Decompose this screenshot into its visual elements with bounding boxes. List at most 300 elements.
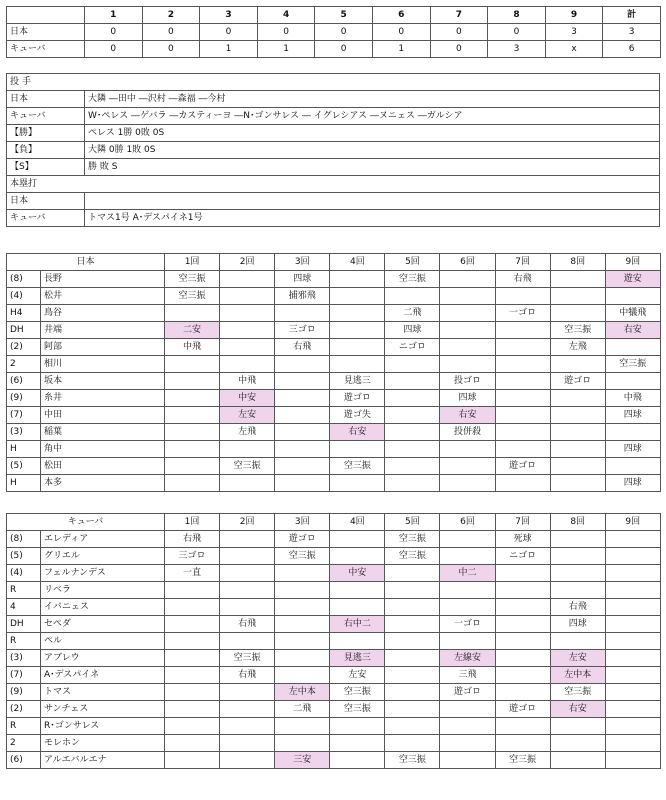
at-bat-result: 右飛 <box>220 616 275 633</box>
at-bat-result: 左安 <box>550 650 605 667</box>
inning-header: 4回 <box>330 254 385 271</box>
player-position: (5) <box>7 458 41 475</box>
linescore-inning-header: 2 <box>142 7 200 24</box>
summary-label: 【勝】 <box>7 125 85 142</box>
at-bat-result <box>275 616 330 633</box>
inning-header: 8回 <box>550 514 605 531</box>
at-bat-result <box>220 322 275 339</box>
at-bat-result: 中安 <box>330 565 385 582</box>
at-bat-result: 遊ゴロ <box>275 531 330 548</box>
at-bat-result <box>440 288 495 305</box>
at-bat-result: 四球 <box>605 475 660 492</box>
at-bat-result <box>330 752 385 769</box>
at-bat-result <box>385 390 440 407</box>
inning-header: 7回 <box>495 254 550 271</box>
linescore-corner <box>7 7 85 24</box>
at-bat-result <box>275 356 330 373</box>
at-bat-result: ニゴロ <box>495 548 550 565</box>
player-row <box>7 322 661 339</box>
at-bat-result: 中飛 <box>220 373 275 390</box>
at-bat-result <box>165 356 220 373</box>
player-name: 相川 <box>41 356 165 373</box>
player-name: 坂本 <box>41 373 165 390</box>
at-bat-result <box>385 599 440 616</box>
at-bat-result <box>165 441 220 458</box>
at-bat-result: 四球 <box>440 390 495 407</box>
at-bat-result: 空三振 <box>385 752 440 769</box>
at-bat-result <box>495 441 550 458</box>
at-bat-result: 空三振 <box>385 531 440 548</box>
player-name: エレディア <box>41 531 165 548</box>
at-bat-result <box>605 582 660 599</box>
player-position: H4 <box>7 305 41 322</box>
at-bat-result <box>550 735 605 752</box>
at-bat-result: 三飛 <box>440 667 495 684</box>
at-bat-result: 中犠飛 <box>605 305 660 322</box>
at-bat-result <box>220 582 275 599</box>
linescore-score: 1 <box>257 41 315 58</box>
player-name: サンチェス <box>41 701 165 718</box>
at-bat-result <box>605 373 660 390</box>
at-bat-result <box>495 633 550 650</box>
at-bat-result <box>275 390 330 407</box>
summary-row <box>7 159 660 176</box>
at-bat-result <box>440 599 495 616</box>
at-bat-result: 右安 <box>605 322 660 339</box>
japan-batting-table <box>6 253 661 492</box>
at-bat-result <box>440 322 495 339</box>
at-bat-result <box>275 633 330 650</box>
inning-header: 6回 <box>440 254 495 271</box>
at-bat-result <box>220 339 275 356</box>
player-row <box>7 735 661 752</box>
at-bat-result <box>165 373 220 390</box>
at-bat-result: 中安 <box>220 390 275 407</box>
player-name: イバニェス <box>41 599 165 616</box>
player-position: (4) <box>7 288 41 305</box>
player-name: 松田 <box>41 458 165 475</box>
at-bat-result: 左線安 <box>440 650 495 667</box>
at-bat-result: 遊ゴロ <box>550 373 605 390</box>
linescore-score: 0 <box>85 41 143 58</box>
player-position: R <box>7 633 41 650</box>
at-bat-result <box>605 599 660 616</box>
at-bat-result <box>440 582 495 599</box>
at-bat-result: 一ゴロ <box>440 616 495 633</box>
player-row <box>7 458 661 475</box>
player-name: トマス <box>41 684 165 701</box>
linescore-score: 1 <box>200 41 258 58</box>
player-row <box>7 582 661 599</box>
linescore-score: 3 <box>488 41 546 58</box>
linescore-score: 0 <box>142 41 200 58</box>
at-bat-result <box>220 684 275 701</box>
at-bat-result <box>385 718 440 735</box>
at-bat-result <box>385 373 440 390</box>
linescore-inning-header: 6 <box>372 7 430 24</box>
at-bat-result <box>495 356 550 373</box>
at-bat-result <box>275 424 330 441</box>
linescore-score: 0 <box>142 24 200 41</box>
at-bat-result <box>330 548 385 565</box>
at-bat-result: 空三振 <box>165 288 220 305</box>
at-bat-result <box>385 616 440 633</box>
player-row <box>7 752 661 769</box>
player-position: DH <box>7 322 41 339</box>
player-row <box>7 531 661 548</box>
player-name: 井端 <box>41 322 165 339</box>
at-bat-result <box>385 565 440 582</box>
linescore-score: 6 <box>603 41 661 58</box>
at-bat-result <box>495 667 550 684</box>
linescore-score: 0 <box>430 24 488 41</box>
at-bat-result <box>220 441 275 458</box>
player-name: 本多 <box>41 475 165 492</box>
at-bat-result: 二飛 <box>275 701 330 718</box>
at-bat-result <box>385 356 440 373</box>
at-bat-result <box>165 667 220 684</box>
at-bat-result <box>605 684 660 701</box>
player-position: 2 <box>7 356 41 373</box>
at-bat-result <box>550 271 605 288</box>
at-bat-result <box>385 407 440 424</box>
at-bat-result: 左安 <box>330 667 385 684</box>
player-row <box>7 356 661 373</box>
team-name: 日本 <box>7 254 165 271</box>
player-name: リベラ <box>41 582 165 599</box>
linescore-score: 3 <box>545 24 603 41</box>
at-bat-result <box>605 752 660 769</box>
inning-header: 4回 <box>330 514 385 531</box>
linescore-inning-header: 4 <box>257 7 315 24</box>
inning-header: 9回 <box>605 514 660 531</box>
at-bat-result <box>330 339 385 356</box>
at-bat-result <box>550 752 605 769</box>
at-bat-result: 空三振 <box>495 752 550 769</box>
at-bat-result <box>605 565 660 582</box>
at-bat-result <box>330 735 385 752</box>
player-position: (7) <box>7 667 41 684</box>
at-bat-result <box>220 633 275 650</box>
at-bat-result <box>220 701 275 718</box>
at-bat-result <box>220 718 275 735</box>
player-name: 阿部 <box>41 339 165 356</box>
at-bat-result <box>495 322 550 339</box>
at-bat-result <box>275 458 330 475</box>
at-bat-result <box>330 356 385 373</box>
linescore-inning-header: 3 <box>200 7 258 24</box>
at-bat-result <box>495 735 550 752</box>
at-bat-result: 空三振 <box>330 458 385 475</box>
inning-header: 2回 <box>220 514 275 531</box>
at-bat-result <box>440 441 495 458</box>
player-position: (9) <box>7 684 41 701</box>
at-bat-result: 二飛 <box>385 305 440 322</box>
at-bat-result <box>165 752 220 769</box>
at-bat-result <box>330 475 385 492</box>
at-bat-result: 空三振 <box>165 271 220 288</box>
at-bat-result <box>605 424 660 441</box>
inning-header: 9回 <box>605 254 660 271</box>
player-row <box>7 667 661 684</box>
at-bat-result: 右飛 <box>495 271 550 288</box>
player-name: A･デスパイネ <box>41 667 165 684</box>
at-bat-result <box>220 356 275 373</box>
at-bat-result: 遊ゴ失 <box>330 407 385 424</box>
at-bat-result <box>440 752 495 769</box>
player-position: H <box>7 475 41 492</box>
at-bat-result: 見逃三 <box>330 373 385 390</box>
at-bat-result <box>440 718 495 735</box>
linescore-score: x <box>545 41 603 58</box>
at-bat-result: 四球 <box>275 271 330 288</box>
at-bat-result: 遊安 <box>605 271 660 288</box>
at-bat-result: 右安 <box>550 701 605 718</box>
at-bat-result: 死球 <box>495 531 550 548</box>
inning-header: 3回 <box>275 514 330 531</box>
at-bat-result <box>550 458 605 475</box>
player-row <box>7 407 661 424</box>
at-bat-result <box>605 616 660 633</box>
at-bat-result <box>165 407 220 424</box>
at-bat-result <box>330 441 385 458</box>
player-row <box>7 288 661 305</box>
at-bat-result <box>550 356 605 373</box>
inning-header: 5回 <box>385 514 440 531</box>
at-bat-result <box>275 718 330 735</box>
linescore-team: 日本 <box>7 24 85 41</box>
linescore-inning-header: 5 <box>315 7 373 24</box>
inning-header: 1回 <box>165 514 220 531</box>
at-bat-result: 空三振 <box>220 650 275 667</box>
at-bat-result <box>440 458 495 475</box>
at-bat-result: 右中二 <box>330 616 385 633</box>
at-bat-result <box>275 407 330 424</box>
linescore-inning-header: 7 <box>430 7 488 24</box>
inning-header: 6回 <box>440 514 495 531</box>
at-bat-result <box>330 599 385 616</box>
at-bat-result: 空三振 <box>385 271 440 288</box>
player-row <box>7 424 661 441</box>
at-bat-result <box>550 531 605 548</box>
at-bat-result: 遊ゴロ <box>495 701 550 718</box>
at-bat-result: 左安 <box>220 407 275 424</box>
player-row <box>7 390 661 407</box>
linescore-score: 3 <box>603 24 661 41</box>
at-bat-result <box>550 565 605 582</box>
at-bat-result <box>495 475 550 492</box>
summary-row <box>7 91 660 108</box>
player-row <box>7 718 661 735</box>
at-bat-result <box>605 458 660 475</box>
player-name: 長野 <box>41 271 165 288</box>
at-bat-result: 三安 <box>275 752 330 769</box>
at-bat-result <box>220 548 275 565</box>
summary-label: キューバ <box>7 210 85 227</box>
at-bat-result <box>275 735 330 752</box>
at-bat-result: 投ゴロ <box>440 373 495 390</box>
linescore-inning-header: 1 <box>85 7 143 24</box>
at-bat-result: 投併殺 <box>440 424 495 441</box>
player-position: (2) <box>7 339 41 356</box>
linescore-row <box>7 24 661 41</box>
at-bat-result <box>495 684 550 701</box>
at-bat-result <box>165 735 220 752</box>
at-bat-result <box>385 424 440 441</box>
linescore-row <box>7 41 661 58</box>
inning-header: 1回 <box>165 254 220 271</box>
player-position: (4) <box>7 565 41 582</box>
player-position: (5) <box>7 548 41 565</box>
cuba-batting-table <box>6 513 661 769</box>
at-bat-result: 見逃三 <box>330 650 385 667</box>
at-bat-result: 左飛 <box>550 339 605 356</box>
player-row <box>7 633 661 650</box>
at-bat-result <box>275 373 330 390</box>
summary-row <box>7 142 660 159</box>
at-bat-result <box>165 458 220 475</box>
summary-row <box>7 108 660 125</box>
linescore-table <box>6 6 661 58</box>
linescore-inning-header: 8 <box>488 7 546 24</box>
at-bat-result <box>220 565 275 582</box>
at-bat-result <box>440 356 495 373</box>
linescore-score: 0 <box>85 24 143 41</box>
at-bat-result <box>550 305 605 322</box>
at-bat-result <box>605 735 660 752</box>
summary-row <box>7 176 660 193</box>
at-bat-result <box>550 548 605 565</box>
at-bat-result: 四球 <box>385 322 440 339</box>
at-bat-result <box>495 650 550 667</box>
player-position: (6) <box>7 373 41 390</box>
at-bat-result: 右安 <box>440 407 495 424</box>
at-bat-result <box>440 701 495 718</box>
at-bat-result <box>385 650 440 667</box>
at-bat-result: 空三振 <box>330 701 385 718</box>
at-bat-result <box>330 718 385 735</box>
at-bat-result <box>165 305 220 322</box>
summary-value: 大隣 0勝 1敗 0S <box>85 142 660 159</box>
at-bat-result <box>165 616 220 633</box>
at-bat-result <box>605 718 660 735</box>
at-bat-result <box>550 718 605 735</box>
at-bat-result: 捕邪飛 <box>275 288 330 305</box>
at-bat-result <box>550 390 605 407</box>
at-bat-result: 中二 <box>440 565 495 582</box>
at-bat-result <box>165 718 220 735</box>
at-bat-result: 空三振 <box>220 458 275 475</box>
summary-value: ペレス 1勝 0敗 0S <box>85 125 660 142</box>
player-row <box>7 475 661 492</box>
at-bat-result <box>440 548 495 565</box>
at-bat-result <box>165 475 220 492</box>
player-position: R <box>7 582 41 599</box>
player-position: (8) <box>7 531 41 548</box>
at-bat-result <box>385 735 440 752</box>
summary-row <box>7 193 660 210</box>
at-bat-result <box>495 373 550 390</box>
player-name: フェルナンデス <box>41 565 165 582</box>
inning-header: 7回 <box>495 514 550 531</box>
player-name: 松井 <box>41 288 165 305</box>
at-bat-result: 右飛 <box>550 599 605 616</box>
at-bat-result <box>165 424 220 441</box>
at-bat-result: 中飛 <box>605 390 660 407</box>
at-bat-result <box>550 633 605 650</box>
at-bat-result <box>220 305 275 322</box>
player-row <box>7 305 661 322</box>
at-bat-result <box>220 735 275 752</box>
player-name: R･ゴンサレス <box>41 718 165 735</box>
player-row <box>7 548 661 565</box>
linescore-score: 0 <box>372 24 430 41</box>
at-bat-result <box>495 407 550 424</box>
at-bat-result: 右飛 <box>165 531 220 548</box>
linescore-inning-header: 9 <box>545 7 603 24</box>
at-bat-result <box>330 305 385 322</box>
at-bat-result <box>550 424 605 441</box>
at-bat-result <box>440 735 495 752</box>
summary-label: キューバ <box>7 108 85 125</box>
at-bat-result <box>165 390 220 407</box>
at-bat-result <box>330 633 385 650</box>
at-bat-result <box>440 475 495 492</box>
at-bat-result: ニゴロ <box>385 339 440 356</box>
player-row <box>7 373 661 390</box>
player-row <box>7 650 661 667</box>
at-bat-result: 三ゴロ <box>165 548 220 565</box>
linescore-score: 0 <box>200 24 258 41</box>
at-bat-result <box>550 288 605 305</box>
player-name: ペル <box>41 633 165 650</box>
at-bat-result <box>495 424 550 441</box>
at-bat-result <box>275 599 330 616</box>
at-bat-result: 四球 <box>550 616 605 633</box>
summary-row <box>7 74 660 91</box>
at-bat-result <box>495 390 550 407</box>
at-bat-result <box>330 322 385 339</box>
at-bat-result <box>605 633 660 650</box>
player-position: R <box>7 718 41 735</box>
player-position: (6) <box>7 752 41 769</box>
cuba-header-row <box>7 514 661 531</box>
linescore-score: 0 <box>315 41 373 58</box>
at-bat-result: 中飛 <box>165 339 220 356</box>
summary-label: 【負】 <box>7 142 85 159</box>
at-bat-result <box>330 271 385 288</box>
japan-header-row <box>7 254 661 271</box>
at-bat-result: 三ゴロ <box>275 322 330 339</box>
summary-section-heading: 本塁打 <box>7 176 660 193</box>
linescore-score: 1 <box>372 41 430 58</box>
at-bat-result <box>550 475 605 492</box>
linescore-score: 0 <box>315 24 373 41</box>
game-summary-table <box>6 73 660 227</box>
player-position: DH <box>7 616 41 633</box>
at-bat-result <box>440 339 495 356</box>
at-bat-result <box>605 650 660 667</box>
player-row <box>7 701 661 718</box>
at-bat-result: 二安 <box>165 322 220 339</box>
at-bat-result: 四球 <box>605 407 660 424</box>
at-bat-result: 空三振 <box>605 356 660 373</box>
player-row <box>7 684 661 701</box>
at-bat-result: 左飛 <box>220 424 275 441</box>
player-position: (9) <box>7 390 41 407</box>
at-bat-result: 一直 <box>165 565 220 582</box>
at-bat-result <box>385 582 440 599</box>
